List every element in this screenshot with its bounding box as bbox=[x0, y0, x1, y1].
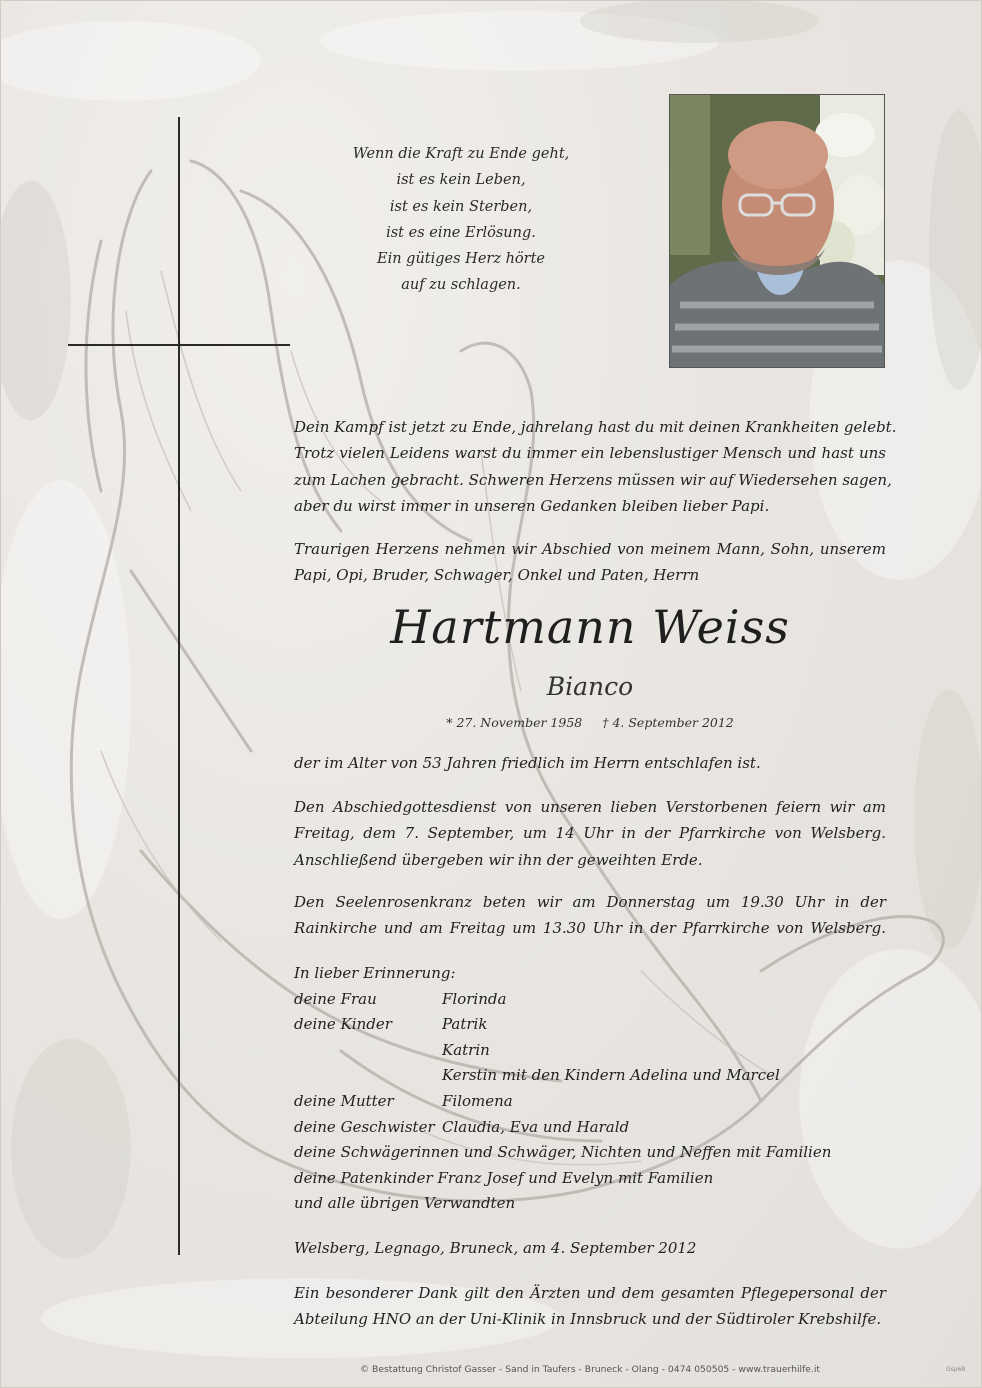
mourner-row bbox=[294, 1063, 886, 1089]
age-paragraph bbox=[294, 750, 886, 776]
mourner-relation bbox=[294, 1063, 442, 1089]
mourner-relation: deine Geschwister bbox=[294, 1117, 435, 1136]
mourner-names: Patrik bbox=[442, 1015, 488, 1034]
portrait-photo bbox=[669, 94, 885, 368]
farewell-paragraph bbox=[294, 536, 886, 589]
rosary-line: Den Seelenrosenkranz beten wir am Donnerstag um 19.30 Uhr in der bbox=[294, 893, 886, 911]
poem-line: Ein gütiges Herz hörte bbox=[377, 251, 545, 268]
template-code: Gsp68 bbox=[946, 1366, 966, 1373]
deceased-nickname: Bianco bbox=[546, 672, 634, 701]
thanks-line: Ein besonderer Dank gilt den Ärzten und dem gesamten Pflegepersonal der bbox=[294, 1284, 886, 1302]
mourner-relation: deine Mutter bbox=[294, 1091, 394, 1110]
mourner-row bbox=[294, 1012, 886, 1038]
rosary-line: Rainkirche und am Freitag um 13.30 Uhr in der Pfarrkirche von Welsberg. bbox=[294, 919, 886, 938]
intro-line: zum Lachen gebracht. Schweren Herzens müssen wir auf Wiedersehen sagen, bbox=[294, 470, 892, 489]
service-line: Anschließend übergeben wir ihn der geweihten Erde. bbox=[294, 850, 703, 869]
mourner-names: Kerstin mit den Kindern Adelina und Marcel bbox=[442, 1066, 780, 1085]
poem-line: ist es kein Leben, bbox=[396, 172, 526, 189]
mourner-row bbox=[294, 1089, 886, 1115]
mourner-relation bbox=[294, 1038, 442, 1064]
thanks-paragraph bbox=[294, 1280, 886, 1333]
mourner-names: Claudia, Eva und Harald bbox=[442, 1117, 630, 1136]
mourner-extra-line: deine Schwägerinnen und Schwäger, Nichten und Neffen mit Familien bbox=[294, 1143, 832, 1162]
service-line: Freitag, dem 7. September, um 14 Uhr in der Pfarrkirche von Welsberg. bbox=[294, 824, 886, 843]
rosary-paragraph bbox=[294, 889, 886, 942]
intro-line: Dein Kampf ist jetzt zu Ende, jahrelang hast du mit deinen Krankheiten gelebt. bbox=[294, 418, 897, 436]
poem-line: auf zu schlagen. bbox=[401, 277, 521, 294]
poem-line: ist es kein Sterben, bbox=[389, 198, 533, 215]
age-line: der im Alter von 53 Jahren friedlich im Herrn entschlafen ist. bbox=[294, 754, 761, 772]
mourner-names: Katrin bbox=[442, 1040, 490, 1059]
poem bbox=[331, 141, 591, 299]
poem-line: Wenn die Kraft zu Ende geht, bbox=[352, 146, 570, 162]
cross-horizontal-beam bbox=[68, 344, 290, 346]
poem-line: ist es eine Erlösung. bbox=[386, 224, 536, 241]
intro-paragraph bbox=[294, 414, 897, 519]
funeral-home-footer: © Bestattung Christof Gasser - Sand in Taufers - Bruneck - Olang - 0474 050505 - www.trauerhilfe.it bbox=[359, 1364, 821, 1375]
mourner-relation: deine Kinder bbox=[294, 1015, 392, 1034]
mourners-list bbox=[294, 961, 886, 1217]
birth-date: * 27. November 1958 bbox=[446, 715, 583, 730]
mourners-heading: In lieber Erinnerung: bbox=[294, 964, 456, 982]
mourner-row bbox=[294, 1038, 886, 1064]
mourner-names: Filomena bbox=[442, 1091, 513, 1110]
mourner-row bbox=[294, 1115, 886, 1141]
mourner-names: Florinda bbox=[442, 989, 507, 1008]
service-paragraph bbox=[294, 794, 886, 873]
intro-line: Trotz vielen Leidens warst du immer ein lebenslustiger Mensch und hast uns bbox=[294, 444, 886, 463]
thanks-line: Abteilung HNO an der Uni-Klinik in Innsbruck und der Südtiroler Krebshilfe. bbox=[294, 1310, 882, 1329]
service-line: Den Abschiedgottesdienst von unseren lieben Verstorbenen feiern wir am bbox=[294, 798, 886, 816]
deceased-name: Hartmann Weiss bbox=[390, 600, 790, 654]
place-date-paragraph bbox=[294, 1235, 886, 1261]
farewell-line: Papi, Opi, Bruder, Schwager, Onkel und Paten, Herrn bbox=[294, 566, 700, 585]
death-date: † 4. September 2012 bbox=[602, 715, 734, 730]
mourner-row bbox=[294, 987, 886, 1013]
mourner-extra-line: deine Patenkinder Franz Josef und Evelyn mit Familien bbox=[294, 1168, 714, 1187]
intro-line: aber du wirst immer in unseren Gedanken bleiben lieber Papi. bbox=[294, 496, 770, 515]
cross-vertical-beam bbox=[178, 117, 180, 1255]
life-dates bbox=[294, 713, 886, 733]
farewell-line: Traurigen Herzens nehmen wir Abschied von meinem Mann, Sohn, unserem bbox=[294, 540, 886, 558]
place-date: Welsberg, Legnago, Bruneck, am 4. September 2012 bbox=[294, 1239, 697, 1257]
mourner-relation: deine Frau bbox=[294, 989, 377, 1008]
mourner-extra-line: und alle übrigen Verwandten bbox=[294, 1194, 516, 1213]
